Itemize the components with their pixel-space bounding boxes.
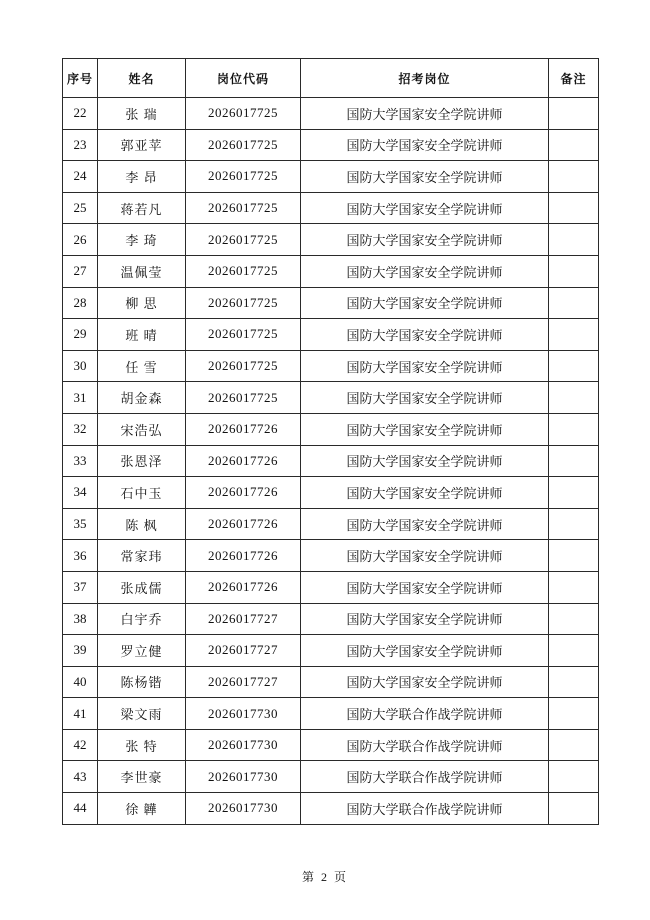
cell-no: 37 [63, 571, 98, 603]
cell-no: 22 [63, 98, 98, 130]
table-row [63, 603, 599, 635]
cell-position: 国防大学国家安全学院讲师 [301, 603, 549, 635]
table-row [63, 477, 599, 509]
cell-remark [549, 192, 599, 224]
cell-no: 43 [63, 761, 98, 793]
table-row [63, 445, 599, 477]
cell-name: 张 特 [98, 729, 186, 761]
cell-remark [549, 793, 599, 825]
cell-no: 27 [63, 255, 98, 287]
header-row [63, 59, 599, 98]
cell-code: 2026017725 [186, 129, 301, 161]
header-remarks: 备注 [549, 59, 599, 98]
cell-code: 2026017726 [186, 445, 301, 477]
cell-name: 石中玉 [98, 477, 186, 509]
cell-no: 30 [63, 350, 98, 382]
cell-remark [549, 255, 599, 287]
table-row [63, 540, 599, 572]
cell-remark [549, 477, 599, 509]
cell-position: 国防大学国家安全学院讲师 [301, 540, 549, 572]
cell-position: 国防大学国家安全学院讲师 [301, 129, 549, 161]
table-row [63, 98, 599, 130]
cell-remark [549, 382, 599, 414]
cell-name: 白宇乔 [98, 603, 186, 635]
cell-remark [549, 319, 599, 351]
cell-remark [549, 129, 599, 161]
cell-code: 2026017725 [186, 350, 301, 382]
table-row [63, 161, 599, 193]
cell-code: 2026017725 [186, 255, 301, 287]
cell-position: 国防大学国家安全学院讲师 [301, 666, 549, 698]
cell-no: 23 [63, 129, 98, 161]
cell-position: 国防大学国家安全学院讲师 [301, 382, 549, 414]
cell-name: 蒋若凡 [98, 192, 186, 224]
cell-name: 郭亚苹 [98, 129, 186, 161]
cell-position: 国防大学联合作战学院讲师 [301, 729, 549, 761]
cell-remark [549, 224, 599, 256]
cell-position: 国防大学国家安全学院讲师 [301, 571, 549, 603]
cell-position: 国防大学国家安全学院讲师 [301, 635, 549, 667]
cell-position: 国防大学国家安全学院讲师 [301, 350, 549, 382]
cell-position: 国防大学国家安全学院讲师 [301, 192, 549, 224]
table-row [63, 287, 599, 319]
cell-code: 2026017726 [186, 571, 301, 603]
table-row [63, 793, 599, 825]
cell-code: 2026017726 [186, 540, 301, 572]
cell-no: 25 [63, 192, 98, 224]
table-body [63, 98, 599, 825]
cell-no: 32 [63, 413, 98, 445]
cell-code: 2026017727 [186, 635, 301, 667]
cell-name: 罗立健 [98, 635, 186, 667]
table-row [63, 666, 599, 698]
cell-code: 2026017725 [186, 98, 301, 130]
cell-code: 2026017726 [186, 477, 301, 509]
cell-no: 33 [63, 445, 98, 477]
cell-remark [549, 413, 599, 445]
cell-position: 国防大学联合作战学院讲师 [301, 761, 549, 793]
cell-remark [549, 350, 599, 382]
cell-name: 班 晴 [98, 319, 186, 351]
cell-name: 胡金森 [98, 382, 186, 414]
table-row [63, 729, 599, 761]
cell-no: 38 [63, 603, 98, 635]
cell-no: 39 [63, 635, 98, 667]
cell-position: 国防大学国家安全学院讲师 [301, 413, 549, 445]
cell-name: 徐 韡 [98, 793, 186, 825]
cell-position: 国防大学国家安全学院讲师 [301, 98, 549, 130]
cell-code: 2026017730 [186, 761, 301, 793]
cell-position: 国防大学国家安全学院讲师 [301, 319, 549, 351]
cell-name: 李世豪 [98, 761, 186, 793]
cell-position: 国防大学国家安全学院讲师 [301, 445, 549, 477]
table-row [63, 698, 599, 730]
table-row [63, 571, 599, 603]
cell-code: 2026017730 [186, 793, 301, 825]
cell-name: 温佩莹 [98, 255, 186, 287]
cell-no: 31 [63, 382, 98, 414]
cell-remark [549, 666, 599, 698]
cell-no: 24 [63, 161, 98, 193]
header-name: 姓名 [98, 59, 186, 98]
cell-code: 2026017725 [186, 319, 301, 351]
cell-position: 国防大学联合作战学院讲师 [301, 793, 549, 825]
cell-position: 国防大学国家安全学院讲师 [301, 287, 549, 319]
table-header [63, 59, 599, 98]
cell-code: 2026017726 [186, 413, 301, 445]
cell-remark [549, 287, 599, 319]
cell-no: 34 [63, 477, 98, 509]
table-row [63, 224, 599, 256]
cell-name: 李 琦 [98, 224, 186, 256]
table-row [63, 382, 599, 414]
cell-remark [549, 161, 599, 193]
table-row [63, 508, 599, 540]
table-row [63, 255, 599, 287]
cell-no: 42 [63, 729, 98, 761]
roster-table-container [62, 58, 598, 825]
cell-name: 陈杨锴 [98, 666, 186, 698]
table-row [63, 413, 599, 445]
cell-position: 国防大学国家安全学院讲师 [301, 508, 549, 540]
cell-remark [549, 571, 599, 603]
header-position-code: 岗位代码 [186, 59, 301, 98]
cell-name: 张成儒 [98, 571, 186, 603]
cell-code: 2026017727 [186, 666, 301, 698]
cell-no: 36 [63, 540, 98, 572]
cell-no: 35 [63, 508, 98, 540]
cell-remark [549, 729, 599, 761]
header-position: 招考岗位 [301, 59, 549, 98]
table-row [63, 319, 599, 351]
cell-remark [549, 98, 599, 130]
cell-no: 26 [63, 224, 98, 256]
cell-code: 2026017725 [186, 224, 301, 256]
cell-remark [549, 698, 599, 730]
cell-no: 41 [63, 698, 98, 730]
cell-position: 国防大学国家安全学院讲师 [301, 255, 549, 287]
cell-remark [549, 508, 599, 540]
cell-remark [549, 761, 599, 793]
cell-code: 2026017725 [186, 192, 301, 224]
cell-name: 李 昂 [98, 161, 186, 193]
cell-name: 陈 枫 [98, 508, 186, 540]
cell-position: 国防大学国家安全学院讲师 [301, 161, 549, 193]
cell-no: 40 [63, 666, 98, 698]
cell-name: 宋浩弘 [98, 413, 186, 445]
cell-name: 梁文雨 [98, 698, 186, 730]
roster-table [62, 58, 599, 825]
cell-position: 国防大学联合作战学院讲师 [301, 698, 549, 730]
cell-code: 2026017725 [186, 287, 301, 319]
table-row [63, 761, 599, 793]
table-row [63, 350, 599, 382]
cell-code: 2026017725 [186, 161, 301, 193]
header-serial-number: 序号 [63, 59, 98, 98]
cell-code: 2026017730 [186, 698, 301, 730]
cell-no: 44 [63, 793, 98, 825]
cell-code: 2026017726 [186, 508, 301, 540]
cell-remark [549, 540, 599, 572]
cell-no: 29 [63, 319, 98, 351]
table-row [63, 129, 599, 161]
cell-name: 柳 思 [98, 287, 186, 319]
cell-remark [549, 635, 599, 667]
cell-code: 2026017725 [186, 382, 301, 414]
cell-remark [549, 445, 599, 477]
cell-no: 28 [63, 287, 98, 319]
cell-position: 国防大学国家安全学院讲师 [301, 224, 549, 256]
cell-position: 国防大学国家安全学院讲师 [301, 477, 549, 509]
cell-name: 张 瑞 [98, 98, 186, 130]
cell-name: 任 雪 [98, 350, 186, 382]
cell-name: 张恩泽 [98, 445, 186, 477]
cell-code: 2026017730 [186, 729, 301, 761]
cell-code: 2026017727 [186, 603, 301, 635]
page-number-footer: 第 2 页 [301, 870, 348, 884]
table-row [63, 635, 599, 667]
cell-name: 常家玮 [98, 540, 186, 572]
cell-remark [549, 603, 599, 635]
table-row [63, 192, 599, 224]
